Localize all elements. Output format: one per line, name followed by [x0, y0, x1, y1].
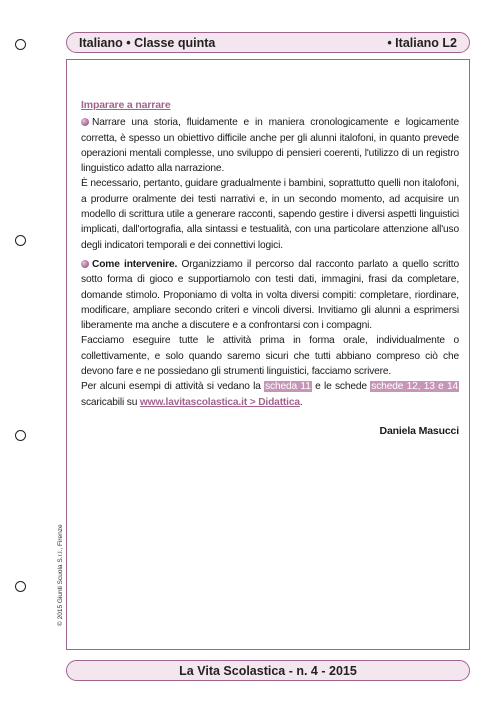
resources-text: scaricabili su [81, 396, 140, 408]
paragraph-intro-text: Narrare una storia, fluidamente e in maniera cronologicamente e logicamente corretta, è spesso un obiettivo difficile anche per gli alunni italofoni, in quanto prevede operazioni mentali complesse, uno sviluppo di pensieri coerenti, l'utilizzo di un registro linguistico adatto alla narrazione. [81, 117, 459, 175]
header-category: • Italiano L2 [387, 35, 457, 50]
bullet-icon [81, 118, 89, 126]
footer-publication: La Vita Scolastica - n. 4 - 2015 [179, 663, 357, 678]
website-link[interactable]: www.lavitascolastica.it > Didattica [139, 396, 300, 408]
paragraph-resources [81, 379, 459, 410]
header-bar [66, 32, 470, 53]
paragraph-method: È necessario, pertanto, guidare gradualmente i bambini, soprattutto quelli non italofoni, a produrre oralmente dei testi narrativi e, in un secondo momento, ad acquisire un modello di scrittura utile a generare racconti, sapendo gestire i diversi aspetti linguistici implicati, dall'ortografia, alla sintassi e testualità, con una particolare attenzione all'uso degli indicatori temporali e dei connettivi logici. [81, 178, 459, 251]
copyright-notice: © 2015 Giunti Scuola S.r.l., Firenze [57, 524, 64, 626]
section-title: Imparare a narrare [81, 99, 171, 111]
resources-text: Per alcuni esempi di attività si vedano la [81, 381, 265, 393]
header-subject: Italiano • Classe quinta [79, 35, 216, 50]
binder-hole [15, 581, 26, 592]
resources-text: . [299, 396, 303, 408]
how-to-heading: Come intervenire. [92, 258, 178, 270]
resources-text: e le schede [311, 381, 371, 393]
article-body [81, 98, 459, 439]
author-signature: Daniela Masucci [379, 424, 459, 437]
binder-hole [15, 235, 26, 246]
scheda-11-tag: scheda 11 [265, 381, 311, 393]
how-to-text: Organizziamo il percorso dal racconto parlato a quello scritto sotto forma di gioco e supportiamolo con testi dati, immagini, frasi da completare, domande stimolo. Proponiamo di volta in volta diversi compiti: completare, riordinare, modificare, ampliare secondo criteri e vincoli diversi. Invitiamo gli alunni a esprimersi liberamente ma anche a discutere e a confrontarsi con i compagni. [81, 258, 459, 332]
paragraph-intro [81, 115, 459, 176]
binder-hole [15, 430, 26, 441]
binder-hole [15, 39, 26, 50]
paragraph-activities: Facciamo eseguire tutte le attività prima in forma orale, individualmente o collettivamente, e solo quando saremo sicuri che tutti abbiano compreso ciò che devono fare e ne possiedano gli strumenti linguistici, facciamo scrivere. [81, 335, 459, 378]
footer-bar [66, 660, 470, 681]
schede-12-14-tag: schede 12, 13 e 14 [371, 381, 459, 393]
paragraph-how-to [81, 257, 459, 333]
bullet-icon [81, 260, 89, 268]
